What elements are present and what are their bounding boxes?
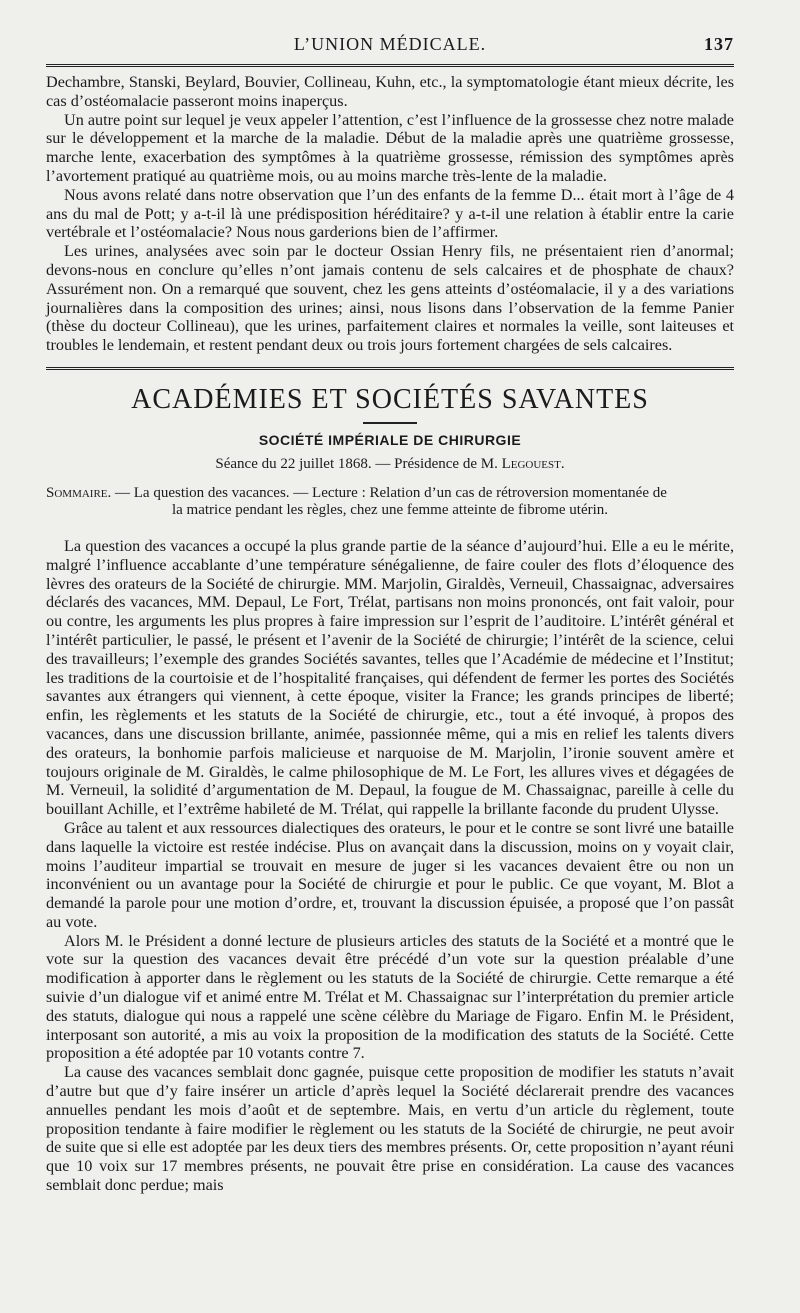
society-heading: SOCIÉTÉ IMPÉRIALE DE CHIRURGIE xyxy=(258,431,522,448)
title-underline xyxy=(363,422,417,424)
section-rule xyxy=(46,367,734,370)
paragraph-intro-3: Nous avons relaté dans notre observation que l’un des enfants de la femme D... était mort à l’âge de 4 ans du mal de Pott; y a-t-il là une prédisposition héréditaire? y a-t-il une relation à établir entre la carie vertébrale et l’ostéomalacie? Nous nous garderions bien de l’affirmer. xyxy=(46,185,734,242)
summary xyxy=(46,485,734,519)
running-header xyxy=(46,34,734,62)
paragraph-intro-2: Un autre point sur lequel je veux appeler l’attention, c’est l’influence de la grossesse chez notre malade sur le développement et la marche de la maladie. Début de la maladie après une quatrième grossesse, marche lente, exacerbation des symptômes à la quatrième grossesse, rémission des symptômes après l’avortement pratiqué au quatrième mois, ou au moins marche très-lente de la maladie. xyxy=(46,110,734,185)
paragraph-intro-1: Dechambre, Stanski, Beylard, Bouvier, Collineau, Kuhn, etc., la symptomatologie étant mieux décrite, les cas d’ostéomalacie passeront moins inaperçus. xyxy=(46,73,734,110)
section-title: ACADÉMIES ET SOCIÉTÉS SAVANTES xyxy=(131,383,649,415)
seance-president: Legouest. xyxy=(501,455,565,472)
summary-text: — La question des vacances. — Lecture : Relation d’un cas de rétroversion momentanée de xyxy=(111,484,667,501)
journal-title: L’UNION MÉDICALE. xyxy=(293,34,487,54)
summary-text-continued: la matrice pendant les règles, chez une femme atteinte de fibrome utérin. xyxy=(171,501,609,518)
summary-label: Sommaire. xyxy=(46,484,112,501)
paragraph-intro-4: Les urines, analysées avec soin par le docteur Ossian Henry fils, ne présentaient rien d’anormal; devons-nous en conclure qu’elles n’ont jamais contenu de sels calcaires et de phosphate de chaux? Assurément non. On a remarqué que souvent, chez les gens atteints d’ostéomalacie, il y a des variations journalières dans la composition des urines; ainsi, nous lisons dans l’observation de la femme Panier (thèse du docteur Collineau), que les urines, parfaitement claires et normales la veille, sont laiteuses et troubles le lendemain, et restent pendant deux ou trois jours fortement chargées de sels calcaires. xyxy=(46,242,734,355)
header-rule xyxy=(46,64,734,67)
seance-text: Séance du 22 juillet 1868. — Présidence de M. xyxy=(215,455,502,472)
paragraph-body-2: Grâce au talent et aux ressources dialectiques des orateurs, le pour et le contre se sont livré une bataille dans laquelle la victoire est restée indécise. Plus on avançait dans la discussion, moins on y voyait clair, moins l’auditeur impartial se trouvait en mesure de juger si les vacances devaient être ou non un inconvénient ou un avantage pour la Société de chirurgie et pour le public. Ce que voyant, M. Blot a demandé la parole pour une motion d’ordre, et, trouvant la discussion épuisée, a proposé que l’on passât au vote. xyxy=(46,818,734,931)
paragraph-body-1: La question des vacances a occupé la plus grande partie de la séance d’aujourd’hui. Elle a eu le mérite, malgré l’influence accablante d’une température sénégalienne, de faire couler des flots d’éloquence des lèvres des orateurs de la Société de chirurgie. MM. Marjolin, Giraldès, Verneuil, Chassaignac, adversaires déclarés des vacances, MM. Depaul, Le Fort, Trélat, partisans non moins prononcés, ont fait valoir, pour ou contre, les arguments les plus propres à faire impression sur l’esprit de l’auditoire. L’intérêt général et l’intérêt particulier, le passé, le présent et l’avenir de la Société de chirurgie; l’intérêt de la science, celui des travailleurs; l’exemple des grandes Sociétés savantes, telles que l’Académie de médecine et l’Institut; les traditions de la courtoisie et de l’hospitalité françaises, qui défendent de fermer les portes des Sociétés savantes aux étrangers qui viennent, à cette époque, visiter la France; les grands principes de liberté; enfin, les règlements et les statuts de la Société de chirurgie, etc., tout a été invoqué, à propos des vacances, dans une discussion brillante, animée, passionnée même, qui a mis en relief les talents divers des orateurs, la bonhomie parfois malicieuse et narquoise de M. Marjolin, l’ironie souvent amère et toujours originale de M. Giraldès, le calme philosophique de M. Le Fort, les allures vives et dégagées de M. Verneuil, la solidité d’argumentation de M. Depaul, la fougue de M. Chassaignac, pareille à celle du bouillant Achille, et l’extrême habileté de M. Trélat, qui rappelle la brillante faconde du prudent Ulysse. xyxy=(46,536,734,819)
paragraph-body-3: Alors M. le Président a donné lecture de plusieurs articles des statuts de la Société et a montré que le vote sur la question des vacances devait être précédé d’un vote sur la question préalable d’une modification à apporter dans le règlement ou les statuts de la Société de chirurgie. Cette remarque a été suivie d’un dialogue vif et animé entre M. Trélat et M. Chassaignac sur l’interprétation du premier article des statuts, dialogue qui nous a rappelé une scène célèbre du Mariage de Figaro. Enfin M. le Président, interposant son autorité, a mis au voix la proposition de la modification des statuts de la Société. Cette proposition a été adoptée par 10 votants contre 7. xyxy=(46,931,734,1063)
paragraph-body-4: La cause des vacances semblait donc gagnée, puisque cette proposition de modifier les statuts n’avait d’autre but que d’y faire insérer un article d’après lequel la Société déclarerait prendre des vacances annuelles pendant les mois d’août et de septembre. Mais, en vertu d’un article du règlement, toute proposition tendante à faire modifier le règlement ou les statuts de la Société de chirurgie, ne peut avoir de suite que si elle est adoptée par les deux tiers des membres présents. Or, cette proposition n’ayant réuni que 10 voix sur 17 membres présents, ne pouvait être prise en considération. La cause des vacances semblait donc perdue; mais xyxy=(46,1063,734,1195)
page-number: 137 xyxy=(704,34,734,54)
seance-line xyxy=(46,456,734,473)
